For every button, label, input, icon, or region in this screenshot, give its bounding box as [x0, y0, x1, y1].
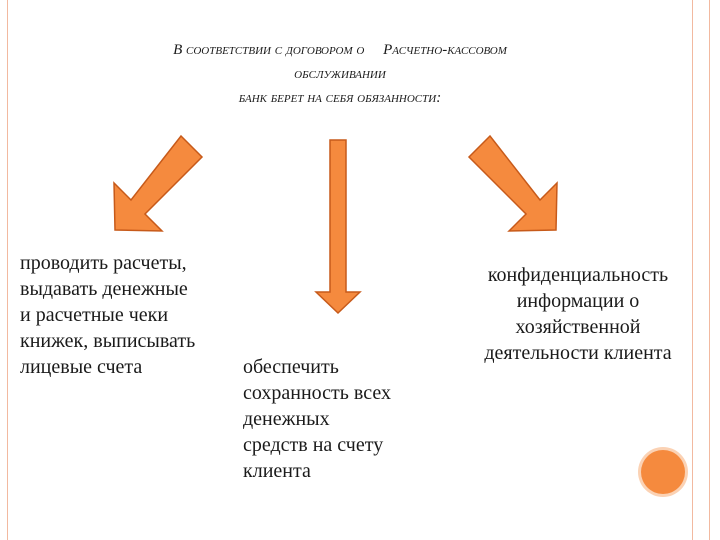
item-left-text: проводить расчеты, выдавать денежные и расчетные чеки книжек, выписывать лицевые счета — [20, 252, 196, 378]
title-part-a: В соответствии с договором о — [173, 42, 365, 58]
title-line-3: банк берет на себя обязанности: — [238, 90, 442, 106]
title-line-2: обслуживании — [294, 66, 386, 82]
title-part-b: Расчетно-кассовом — [383, 42, 507, 58]
item-right-text: конфиденциальность информации о хозяйственной деятельности клиента — [484, 264, 672, 364]
arrow-left — [114, 136, 202, 231]
decorative-circle-icon — [641, 450, 685, 494]
item-middle-text: обеспечить сохранность всех денежных средств на счету клиента — [243, 356, 391, 482]
arrow-down — [316, 140, 360, 313]
arrow-right — [469, 136, 557, 231]
